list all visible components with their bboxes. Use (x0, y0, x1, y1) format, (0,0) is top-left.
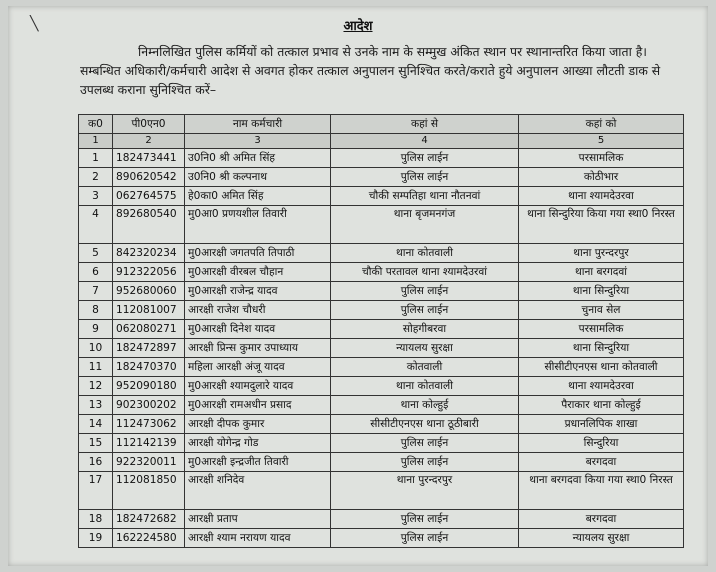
employee-name: आरक्षी प्रिन्स कुमार उपाध्याय (185, 339, 331, 358)
table-row (79, 339, 684, 358)
from-location: चौकी परतावल थाना श्यामदेउरवां (331, 263, 519, 282)
column-number-row (79, 134, 684, 149)
serial-number: 3 (79, 187, 113, 206)
pno: 922320011 (113, 453, 185, 472)
pno: 062764575 (113, 187, 185, 206)
employee-name: आरक्षी शनिदेव (185, 472, 331, 510)
table-row (79, 282, 684, 301)
from-location: थाना पुरन्दरपुर (331, 472, 519, 510)
table-row (79, 244, 684, 263)
to-location: परसामलिक (519, 320, 684, 339)
serial-number: 9 (79, 320, 113, 339)
serial-number: 2 (79, 168, 113, 187)
from-location: सीसीटीएनएस थाना ठूठीबारी (331, 415, 519, 434)
table-row (79, 301, 684, 320)
table-body (79, 149, 684, 548)
employee-name: आरक्षी दीपक कुमार (185, 415, 331, 434)
to-location: थाना सिन्दुरिया किया गया स्था0 निरस्त (519, 206, 684, 244)
table-row (79, 187, 684, 206)
table-row (79, 396, 684, 415)
from-location: चौकी सम्पतिहा थाना नौतनवां (331, 187, 519, 206)
column-number: 5 (519, 134, 684, 149)
from-location: थाना कोल्हुई (331, 396, 519, 415)
table-row (79, 320, 684, 339)
serial-number: 6 (79, 263, 113, 282)
serial-number: 13 (79, 396, 113, 415)
table-row (79, 358, 684, 377)
table-row (79, 510, 684, 529)
pno: 952090180 (113, 377, 185, 396)
employee-name: मु0आरक्षी इन्द्रजीत तिवारी (185, 453, 331, 472)
employee-name: मु0आ0 प्रणयशील तिवारी (185, 206, 331, 244)
table-row (79, 149, 684, 168)
header-pno: पी0एन0 (113, 115, 185, 134)
to-location: परसामलिक (519, 149, 684, 168)
to-location: पैराकार थाना कोल्हुई (519, 396, 684, 415)
column-number: 3 (185, 134, 331, 149)
serial-number: 14 (79, 415, 113, 434)
table-row (79, 168, 684, 187)
from-location: थाना कोतवाली (331, 377, 519, 396)
employee-name: आरक्षी योगेन्द्र गोड (185, 434, 331, 453)
serial-number: 8 (79, 301, 113, 320)
intro-paragraph: निम्नलिखित पुलिस कर्मियों को तत्काल प्रभाव से उनके नाम के सम्मुख अंकित स्थान पर स्थानान्तरित किया जाता है। सम्बन्धित अधिकारी/कर्मचारी आदेश से अवगत होकर तत्काल अनुपालन सुनिश्चित करते/कराते हुये अनुपालन आख्या लौटती डाक से उपलब्ध कराना सुनिश्चित करें– (80, 44, 661, 97)
from-location: थाना कोतवाली (331, 244, 519, 263)
header-from: कहां से (331, 115, 519, 134)
employee-name: मु0आरक्षी वीरबल चौहान (185, 263, 331, 282)
employee-name: मु0आरक्षी जगतपति तिपाठी (185, 244, 331, 263)
pno: 062080271 (113, 320, 185, 339)
employee-name: आरक्षी श्याम नरायण यादव (185, 529, 331, 548)
pno: 112081850 (113, 472, 185, 510)
pno: 842320234 (113, 244, 185, 263)
serial-number: 7 (79, 282, 113, 301)
pno: 182470370 (113, 358, 185, 377)
table-row (79, 529, 684, 548)
pno: 182473441 (113, 149, 185, 168)
pno: 902300202 (113, 396, 185, 415)
employee-name: उ0नि0 श्री अमित सिंह (185, 149, 331, 168)
table-header-row (79, 115, 684, 134)
to-location: कोठीभार (519, 168, 684, 187)
from-location: पुलिस लाईन (331, 282, 519, 301)
to-location: थाना पुरन्दरपुर (519, 244, 684, 263)
serial-number: 19 (79, 529, 113, 548)
pno: 890620542 (113, 168, 185, 187)
to-location: बरगदवा (519, 453, 684, 472)
header-name: नाम कर्मचारी (185, 115, 331, 134)
to-location: थाना श्यामदेउरवा (519, 187, 684, 206)
to-location: थाना बरगदवा किया गया स्था0 निरस्त (519, 472, 684, 510)
to-location: न्यायलय सुरक्षा (519, 529, 684, 548)
corner-mark: ╲ (30, 16, 39, 32)
employee-name: मु0आरक्षी दिनेश यादव (185, 320, 331, 339)
employee-name: उ0नि0 श्री कल्पनाथ (185, 168, 331, 187)
from-location: पुलिस लाईन (331, 168, 519, 187)
table-row (79, 453, 684, 472)
employee-name: आरक्षी राजेश चौधरी (185, 301, 331, 320)
serial-number: 17 (79, 472, 113, 510)
employee-name: हे0का0 अमित सिंह (185, 187, 331, 206)
to-location: सिन्दुरिया (519, 434, 684, 453)
pno: 912322056 (113, 263, 185, 282)
from-location: थाना बृजमनगंज (331, 206, 519, 244)
serial-number: 12 (79, 377, 113, 396)
pno: 112142139 (113, 434, 185, 453)
from-location: पुलिस लाईन (331, 453, 519, 472)
employee-name: मु0आरक्षी श्यामदुलारे यादव (185, 377, 331, 396)
table-row (79, 206, 684, 244)
page-title: आदेश (343, 19, 373, 34)
from-location: पुलिस लाईन (331, 301, 519, 320)
employee-name: आरक्षी प्रताप (185, 510, 331, 529)
column-number: 4 (331, 134, 519, 149)
pno: 112473062 (113, 415, 185, 434)
transfer-table (78, 114, 684, 548)
serial-number: 4 (79, 206, 113, 244)
from-location: पुलिस लाईन (331, 434, 519, 453)
from-location: न्यायलय सुरक्षा (331, 339, 519, 358)
column-number: 2 (113, 134, 185, 149)
header-to: कहां को (519, 115, 684, 134)
serial-number: 15 (79, 434, 113, 453)
from-location: पुलिस लाईन (331, 149, 519, 168)
pno: 112081007 (113, 301, 185, 320)
to-location: बरगदवा (519, 510, 684, 529)
serial-number: 10 (79, 339, 113, 358)
table-row (79, 472, 684, 510)
header-serial: क0 (79, 115, 113, 134)
from-location: कोतवाली (331, 358, 519, 377)
pno: 162224580 (113, 529, 185, 548)
serial-number: 1 (79, 149, 113, 168)
employee-name: मु0आरक्षी राजेन्द्र यादव (185, 282, 331, 301)
table-row (79, 263, 684, 282)
table-row (79, 415, 684, 434)
from-location: पुलिस लाईन (331, 529, 519, 548)
table-row (79, 377, 684, 396)
to-location: सीसीटीएनएस थाना कोतवाली (519, 358, 684, 377)
employee-name: महिला आरक्षी अंजू यादव (185, 358, 331, 377)
column-number: 1 (79, 134, 113, 149)
serial-number: 5 (79, 244, 113, 263)
from-location: पुलिस लाईन (331, 510, 519, 529)
to-location: थाना श्यामदेउरवा (519, 377, 684, 396)
serial-number: 18 (79, 510, 113, 529)
from-location: सोहगीबरवा (331, 320, 519, 339)
pno: 892680540 (113, 206, 185, 244)
to-location: थाना सिन्दुरिया (519, 339, 684, 358)
employee-name: मु0आरक्षी रामअधीन प्रसाद (185, 396, 331, 415)
pno: 182472897 (113, 339, 185, 358)
to-location: प्रधानलिपिक शाखा (519, 415, 684, 434)
to-location: थाना सिन्दुरिया (519, 282, 684, 301)
to-location: चुनाव सेल (519, 301, 684, 320)
to-location: थाना बरगदवां (519, 263, 684, 282)
table-row (79, 434, 684, 453)
pno: 182472682 (113, 510, 185, 529)
serial-number: 16 (79, 453, 113, 472)
pno: 952680060 (113, 282, 185, 301)
serial-number: 11 (79, 358, 113, 377)
